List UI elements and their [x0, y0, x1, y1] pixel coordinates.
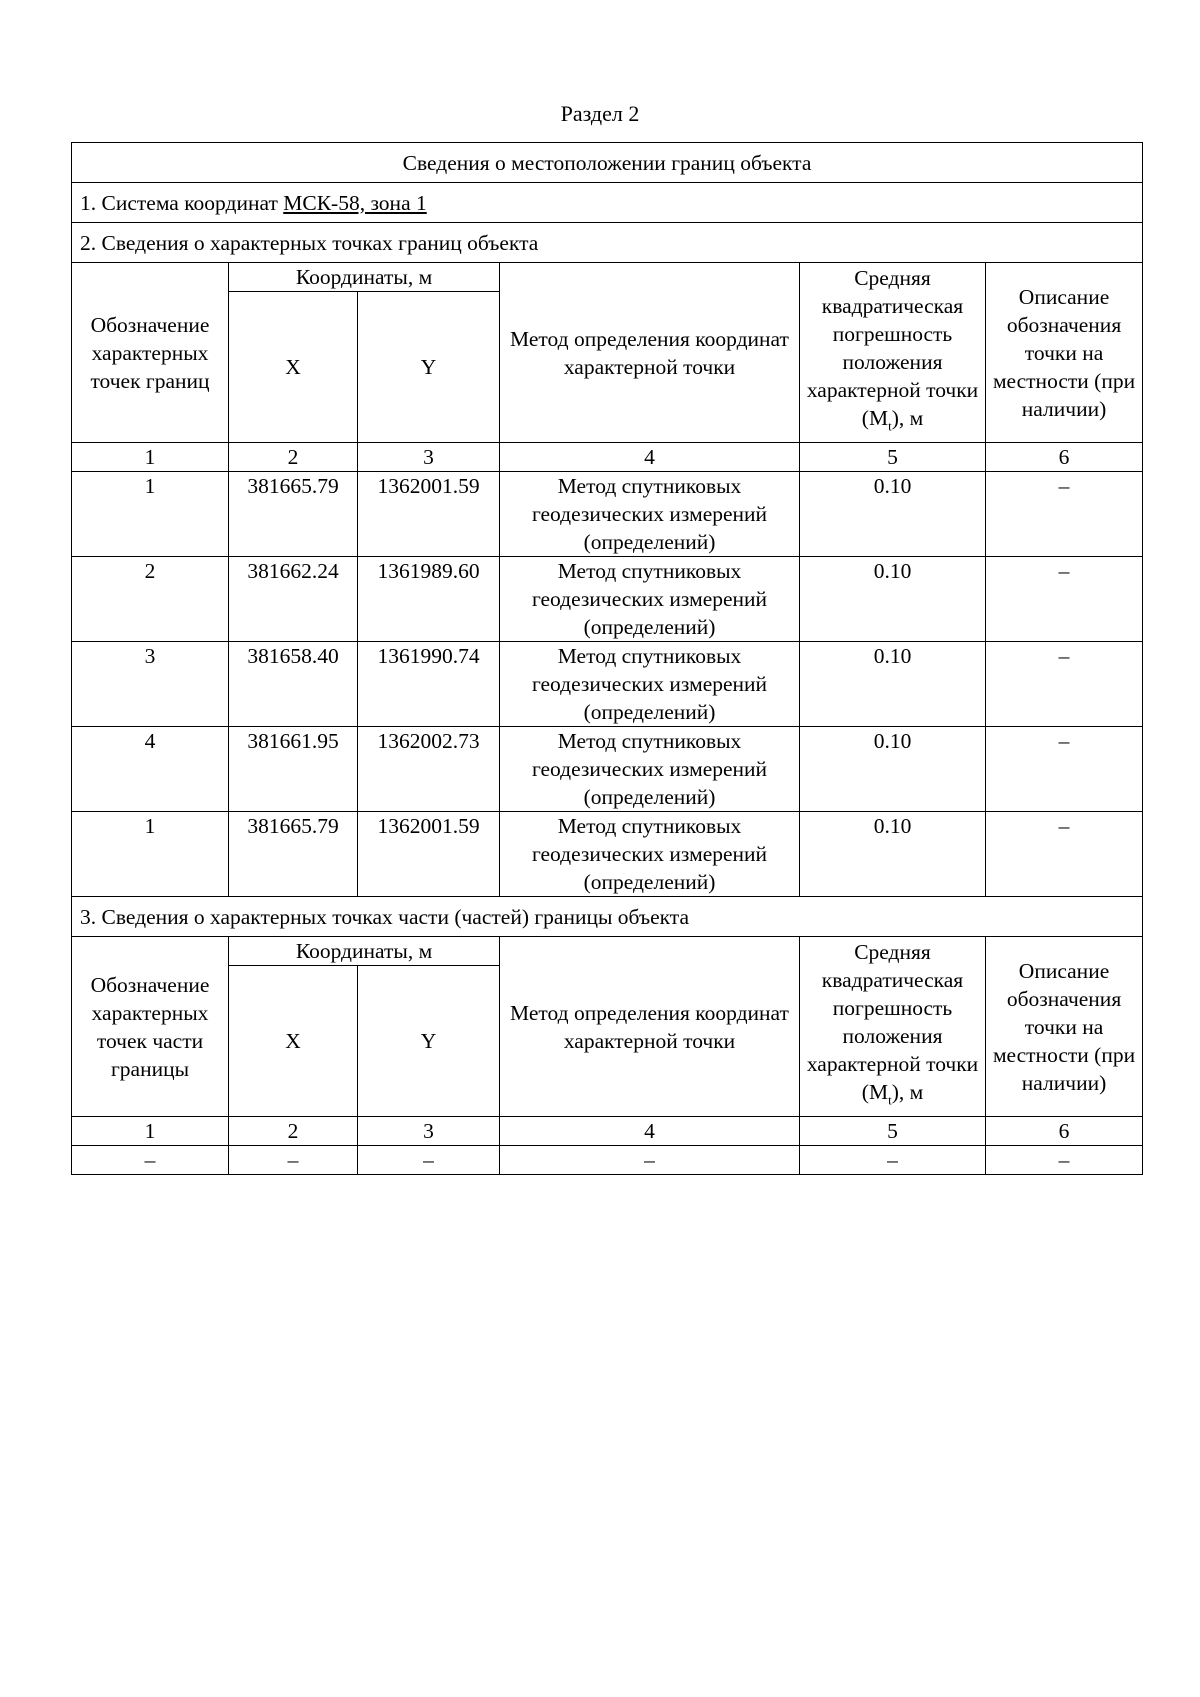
- point-error: 0.10: [800, 642, 986, 727]
- point-x: 381658.40: [229, 642, 358, 727]
- point-id: 3: [72, 642, 229, 727]
- point-error: 0.10: [800, 557, 986, 642]
- column-number: 5: [800, 1117, 986, 1146]
- header-coordinates: Координаты, м: [229, 937, 500, 966]
- table-row: [72, 1146, 1143, 1175]
- column-number: 5: [800, 443, 986, 472]
- point-id: 1: [72, 812, 229, 897]
- point-id: –: [72, 1146, 229, 1175]
- column-numbers-row: [72, 1117, 1143, 1146]
- section-title: Раздел 2: [560, 101, 640, 126]
- column-numbers-row: [72, 443, 1143, 472]
- point-description: –: [986, 472, 1143, 557]
- point-description: –: [986, 1146, 1143, 1175]
- point-error: 0.10: [800, 812, 986, 897]
- header-x: X: [229, 966, 358, 1117]
- column-number: 3: [358, 443, 500, 472]
- column-number: 4: [500, 1117, 800, 1146]
- column-number: 3: [358, 1117, 500, 1146]
- point-x: 381665.79: [229, 472, 358, 557]
- point-method: Метод спутниковых геодезических измерений (определений): [500, 472, 800, 557]
- point-method: Метод спутниковых геодезических измерений (определений): [500, 557, 800, 642]
- point-method: –: [500, 1146, 800, 1175]
- coord-system-value: МСК-58, зона 1: [283, 190, 427, 215]
- point-description: –: [986, 557, 1143, 642]
- point-y: 1362002.73: [358, 727, 500, 812]
- point-y: –: [358, 1146, 500, 1175]
- part3-title: 3. Сведения о характерных точках части (частей) границы объекта: [72, 897, 1143, 937]
- header-coordinates: Координаты, м: [229, 263, 500, 292]
- point-id: 1: [72, 472, 229, 557]
- table-row: [72, 727, 1143, 812]
- point-error: 0.10: [800, 727, 986, 812]
- table-title: Сведения о местоположении границ объекта: [72, 143, 1143, 183]
- header-y: Y: [358, 292, 500, 443]
- column-number: 2: [229, 1117, 358, 1146]
- point-error: –: [800, 1146, 986, 1175]
- point-error: 0.10: [800, 472, 986, 557]
- column-number: 1: [72, 443, 229, 472]
- point-x: 381661.95: [229, 727, 358, 812]
- header-description: Описание обозначения точки на местности (при наличии): [986, 937, 1143, 1117]
- part2-title: 2. Сведения о характерных точках границ объекта: [72, 223, 1143, 263]
- point-description: –: [986, 812, 1143, 897]
- point-description: –: [986, 727, 1143, 812]
- column-number: 6: [986, 1117, 1143, 1146]
- point-x: 381662.24: [229, 557, 358, 642]
- column-number: 1: [72, 1117, 229, 1146]
- table-row: [72, 472, 1143, 557]
- column-number: 6: [986, 443, 1143, 472]
- boundary-table: [71, 142, 1143, 1175]
- column-number: 2: [229, 443, 358, 472]
- point-description: –: [986, 642, 1143, 727]
- point-method: Метод спутниковых геодезических измерений (определений): [500, 812, 800, 897]
- table-row: [72, 557, 1143, 642]
- header-x: X: [229, 292, 358, 443]
- header-point-designation: Обозначение характерных точек границ: [72, 263, 229, 443]
- header-point-designation: Обозначение характерных точек части границы: [72, 937, 229, 1117]
- point-y: 1361989.60: [358, 557, 500, 642]
- point-x: 381665.79: [229, 812, 358, 897]
- table-row: [72, 812, 1143, 897]
- point-id: 2: [72, 557, 229, 642]
- coord-system-label: 1. Система координат: [80, 190, 284, 215]
- header-method: Метод определения координат характерной точки: [500, 937, 800, 1117]
- column-number: 4: [500, 443, 800, 472]
- point-method: Метод спутниковых геодезических измерений (определений): [500, 642, 800, 727]
- point-y: 1361990.74: [358, 642, 500, 727]
- header-description: Описание обозначения точки на местности (при наличии): [986, 263, 1143, 443]
- header-error: Средняя квадратическая погрешность положения характерной точки $(M_t)$, м: [800, 937, 986, 1117]
- table-row: [72, 642, 1143, 727]
- point-id: 4: [72, 727, 229, 812]
- point-method: Метод спутниковых геодезических измерений (определений): [500, 727, 800, 812]
- coord-system-row: [72, 183, 1143, 223]
- point-x: –: [229, 1146, 358, 1175]
- header-method: Метод определения координат характерной точки: [500, 263, 800, 443]
- point-y: 1362001.59: [358, 812, 500, 897]
- header-y: Y: [358, 966, 500, 1117]
- point-y: 1362001.59: [358, 472, 500, 557]
- header-error: Средняя квадратическая погрешность положения характерной точки $(M_t)$, м: [800, 263, 986, 443]
